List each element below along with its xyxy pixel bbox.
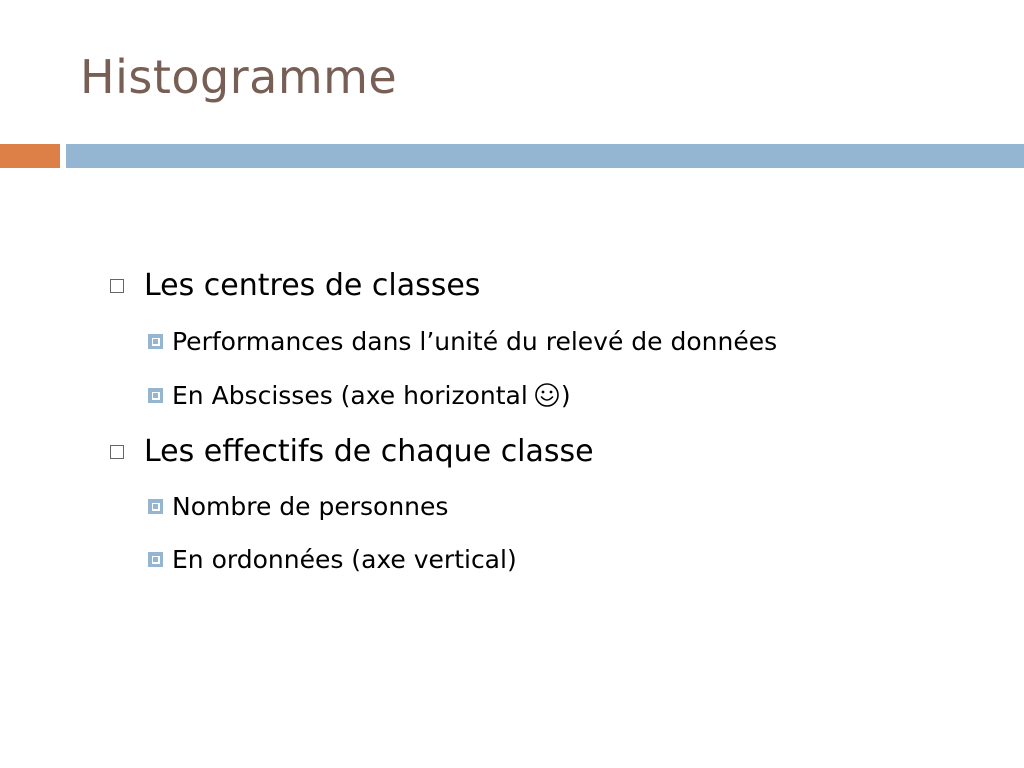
sub-bullet-item-2-1 <box>148 492 448 521</box>
sub-bullet-item-1-1-text: Performances dans l’unité du relevé de données <box>172 327 778 356</box>
sub-bullet-item-1-2 <box>148 381 571 414</box>
sub-bullet-item-2-2-text: En ordonnées (axe vertical) <box>172 545 517 574</box>
sub-bullet-item-2-1-text: Nombre de personnes <box>172 492 449 521</box>
bullet-item-1 <box>110 268 480 303</box>
square-bullet-icon <box>148 388 163 403</box>
square-outline-bullet-icon <box>110 445 124 459</box>
square-bullet-icon <box>148 499 163 514</box>
sub-bullet-item-2-2 <box>148 545 517 574</box>
slide-title: Histogramme <box>80 50 398 104</box>
square-bullet-icon <box>148 334 163 349</box>
sub-bullet-item-1-2-text-end: ) <box>560 381 571 410</box>
square-outline-bullet-icon <box>110 279 124 293</box>
bullet-item-1-text: Les centres de classes <box>144 268 481 303</box>
sub-bullet-item-1-1 <box>148 327 777 356</box>
sub-bullet-item-1-2-text: En Abscisses (axe horizontal <box>172 381 528 410</box>
bullet-item-2-text: Les effectifs de chaque classe <box>144 434 594 469</box>
square-bullet-icon <box>148 552 163 567</box>
smiley-icon <box>534 382 560 414</box>
bullet-item-2 <box>110 434 594 469</box>
